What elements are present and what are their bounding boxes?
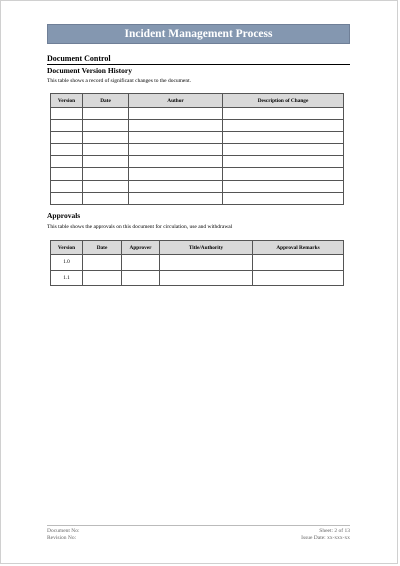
table-cell[interactable]: [129, 120, 223, 132]
approvals-description: This table shows the approvals on this document for circulation, use and withdrawal: [47, 224, 233, 230]
table-cell[interactable]: [223, 132, 344, 144]
column-header: Approval Remarks: [253, 241, 344, 255]
table-row: [51, 270, 344, 286]
table-cell[interactable]: [83, 132, 129, 144]
footer-document-no: Document No:: [47, 528, 80, 534]
table-cell[interactable]: [253, 270, 344, 286]
table-cell[interactable]: [83, 270, 122, 286]
table-cell[interactable]: [223, 144, 344, 156]
table-row: [51, 156, 344, 168]
table-cell[interactable]: [223, 108, 344, 120]
footer-sheet-number: Sheet: 2 of 13: [319, 528, 350, 534]
table-cell[interactable]: [223, 120, 344, 132]
table-header-row: [51, 94, 344, 108]
table-cell[interactable]: [223, 180, 344, 192]
footer-issue-date: Issue Date: xx-xxx-xx: [301, 535, 350, 541]
table-row: [51, 144, 344, 156]
table-cell[interactable]: [51, 132, 83, 144]
table-cell[interactable]: [83, 180, 129, 192]
table-cell[interactable]: [129, 192, 223, 204]
table-cell[interactable]: [253, 255, 344, 271]
version-history-table: [50, 93, 344, 205]
approvals-heading: Approvals: [47, 211, 81, 220]
table-row: [51, 108, 344, 120]
table-cell[interactable]: [129, 132, 223, 144]
table-cell[interactable]: [51, 156, 83, 168]
table-row: [51, 120, 344, 132]
table-row: [51, 132, 344, 144]
footer-revision-no: Revision No:: [47, 535, 77, 541]
table-cell[interactable]: 1.0: [51, 255, 83, 271]
table-cell[interactable]: [51, 120, 83, 132]
table-header-row: [51, 241, 344, 255]
table-cell[interactable]: [160, 270, 253, 286]
column-header: Date: [83, 241, 122, 255]
table-cell[interactable]: [122, 270, 160, 286]
table-row: [51, 192, 344, 204]
table-cell[interactable]: [129, 144, 223, 156]
table-cell[interactable]: [51, 192, 83, 204]
table-row: [51, 180, 344, 192]
table-cell[interactable]: [160, 255, 253, 271]
version-history-heading: Document Version History: [47, 66, 132, 75]
approvals-table: [50, 240, 344, 286]
table-cell[interactable]: [51, 108, 83, 120]
column-header: Version: [51, 241, 83, 255]
table-cell[interactable]: [51, 144, 83, 156]
table-cell[interactable]: [83, 120, 129, 132]
column-header: Description of Change: [223, 94, 344, 108]
column-header: Author: [129, 94, 223, 108]
table-cell[interactable]: [223, 168, 344, 180]
table-cell[interactable]: [83, 168, 129, 180]
column-header: Date: [83, 94, 129, 108]
table-cell[interactable]: [129, 180, 223, 192]
title-banner: [47, 24, 350, 44]
table-cell[interactable]: [129, 168, 223, 180]
table-cell[interactable]: [83, 144, 129, 156]
column-header: Title/Authority: [160, 241, 253, 255]
table-row: [51, 168, 344, 180]
table-cell[interactable]: [51, 180, 83, 192]
footer-divider: [47, 525, 350, 526]
table-cell[interactable]: [122, 255, 160, 271]
table-cell[interactable]: [83, 156, 129, 168]
version-history-description: This table shows a record of significant changes to the document.: [47, 78, 192, 84]
table-cell[interactable]: [129, 108, 223, 120]
column-header: Approver: [122, 241, 160, 255]
document-title: Incident Management Process: [124, 28, 273, 40]
table-cell[interactable]: [129, 156, 223, 168]
table-cell[interactable]: [83, 192, 129, 204]
table-cell[interactable]: [223, 156, 344, 168]
table-row: [51, 255, 344, 271]
document-control-heading: Document Control: [47, 54, 350, 65]
table-cell[interactable]: [223, 192, 344, 204]
table-cell[interactable]: 1.1: [51, 270, 83, 286]
column-header: Version: [51, 94, 83, 108]
table-cell[interactable]: [83, 255, 122, 271]
table-cell[interactable]: [83, 108, 129, 120]
table-cell[interactable]: [51, 168, 83, 180]
